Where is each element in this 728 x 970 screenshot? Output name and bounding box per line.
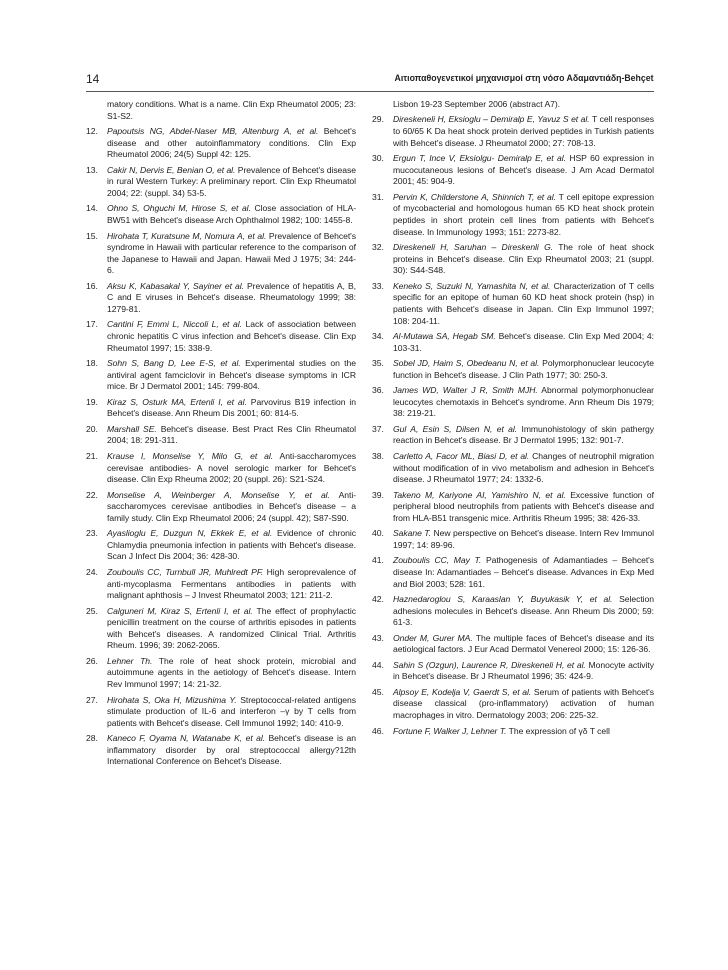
reference-text: New perspective on Behcet's disease. Intern Rev Immunol 1997; 14: 89-96. bbox=[393, 528, 654, 550]
reference-text: Behcet's disease is an inflammatory disorder by oral streptococcal allergy?12th International Conference on Behcet's Disease. bbox=[107, 733, 356, 767]
reference-text: Excessive function of peripheral blood neutrophils from patients with Behcet's disease and from HLA-B51 transgenic mice. Arthritis Rheum 1995; 38: 426-33. bbox=[393, 489, 655, 523]
reference-number: 23. bbox=[86, 528, 98, 539]
reference-text: Close association of HLA-BW51 with Behcet's disease Arch Ophthalmol 1982; 100: 1455-8. bbox=[107, 203, 357, 226]
references-right-column bbox=[372, 99, 654, 741]
reference-item bbox=[86, 319, 356, 354]
reference-number: 18. bbox=[86, 358, 98, 369]
reference-number: 37. bbox=[372, 423, 384, 434]
reference-number: 32. bbox=[372, 242, 384, 253]
reference-item bbox=[372, 687, 654, 722]
reference-item bbox=[86, 656, 356, 691]
reference-item bbox=[372, 726, 654, 738]
reference-number: 16. bbox=[86, 280, 98, 291]
reference-text: Lisbon 19-23 September 2006 (abstract A7). bbox=[393, 99, 561, 109]
reference-text: High seroprevalence of anti-mycoplasma Fermentans antibodies in patients with malignant aphthosis – J Invest Rheumatol 2003; 121: 211-2. bbox=[107, 566, 357, 601]
reference-number: 45. bbox=[372, 686, 384, 697]
reference-item bbox=[372, 358, 654, 381]
reference-number: 43. bbox=[372, 632, 384, 643]
reference-authors: Papoutsis NG, Abdel-Naser MB, Altenburg A, et al. bbox=[107, 126, 319, 137]
reference-authors: Cantini F, Emmi L, Niccoli L, et al. bbox=[107, 319, 242, 330]
reference-text: Serum of patients with Behcet's disease classical (pro-inflammatory) activation of human macrophages in vitro. Dermatology 2003; 206: 225-32. bbox=[393, 686, 654, 721]
reference-item bbox=[86, 567, 356, 602]
reference-number: 20. bbox=[86, 423, 98, 434]
reference-number: 46. bbox=[372, 725, 384, 736]
reference-authors: Direskeneli H, Saruhan – Direskenli G. bbox=[393, 242, 554, 253]
reference-number: 28. bbox=[86, 733, 98, 744]
reference-authors: Carletto A, Facor ML, Biasi D, et al. bbox=[393, 450, 530, 461]
reference-authors: Hirohata S, Oka H, Mizushima Y. bbox=[107, 694, 237, 705]
reference-number: 17. bbox=[86, 319, 98, 330]
reference-item bbox=[86, 451, 356, 486]
reference-item bbox=[372, 424, 654, 447]
reference-authors: Alpsoy E, Kodelja V, Gaerdt S, et al. bbox=[393, 686, 532, 697]
reference-text: Anti-saccharomyces cerevisae antibodies in Behcet's disease – a family study. Clin Exp Rheumatol 2006; 24 (suppl. 42); S87-S90. bbox=[107, 489, 356, 523]
reference-item bbox=[372, 555, 654, 590]
reference-text: The role of heat shock protein, microbial and autoimmune agents in the aetiology of Behcet's disease. Intern Rev Immunol 1997; 14: 21-32. bbox=[107, 655, 356, 690]
reference-item bbox=[372, 633, 654, 656]
reference-number: 12. bbox=[86, 126, 98, 137]
reference-authors: Zouboulis CC, May T. bbox=[393, 555, 482, 566]
reference-number: 38. bbox=[372, 450, 384, 461]
reference-item bbox=[372, 451, 654, 486]
reference-authors: Krause I, Monselise Y, Milo G, et al. bbox=[107, 450, 274, 461]
reference-authors: Ayaslioglu E, Duzgun N, Ekkek E, et al. bbox=[107, 528, 273, 539]
reference-item bbox=[372, 331, 654, 354]
reference-item bbox=[86, 358, 356, 393]
reference-text: Monocyte activity in Behcet's disease. Br J Rheumatol 1996; 35: 424-9. bbox=[393, 659, 654, 682]
reference-authors: Gul A, Esin S, Dilsen N, et al. bbox=[393, 423, 518, 434]
reference-authors: Pervin K, Childerstone A, Shinnich T, et al. bbox=[393, 191, 556, 202]
reference-text: Selection adhesions molecules in Behcet's disease. Ann Rheum Dis 2000; 59: 61-3. bbox=[393, 594, 654, 628]
reference-item bbox=[86, 733, 356, 768]
reference-authors: Fortune F, Walker J, Lehner T. bbox=[393, 725, 507, 736]
reference-text: The expression of γδ T cell bbox=[506, 725, 610, 736]
reference-number: 29. bbox=[372, 114, 384, 125]
reference-number: 22. bbox=[86, 489, 98, 500]
reference-item bbox=[86, 165, 356, 200]
references-left-column bbox=[86, 99, 356, 772]
reference-item bbox=[372, 594, 654, 629]
reference-authors: James WD, Walter J R, Smith MJH. bbox=[393, 385, 538, 396]
reference-continuation bbox=[86, 99, 356, 122]
reference-number: 34. bbox=[372, 331, 384, 342]
reference-authors: Sohn S, Bang D, Lee E-S, et al. bbox=[107, 358, 241, 369]
reference-number: 13. bbox=[86, 164, 98, 175]
reference-authors: Takeno M, Kariyone AI, Yamishiro N, et al. bbox=[393, 489, 566, 500]
reference-item bbox=[86, 490, 356, 525]
reference-item bbox=[86, 281, 356, 316]
reference-text: matory conditions. What is a name. Clin Exp Rheumatol 2005; 23: S1-S2. bbox=[107, 99, 356, 121]
reference-item bbox=[372, 114, 654, 149]
reference-text: T cell epitope expression of mycobacterial and homologous human 65 KD heat shock protein peptides in short protein cell lines from patients with Behcet's disease. In Immunology 1993; 151: 2273-82. bbox=[393, 191, 654, 237]
reference-number: 42. bbox=[372, 594, 384, 605]
reference-text: Parvovirus B19 infection in Behcet's disease. Ann Rheum Dis 2001; 60: 814-5. bbox=[107, 396, 356, 419]
reference-authors: Cakir N, Dervis E, Benian O, et al. bbox=[107, 164, 236, 175]
reference-text: Behcet's disease and other autoinflammatory conditions. Clin Exp Rheumatol 2006; 24(5) Suppl 42: 125. bbox=[107, 126, 356, 160]
reference-text: Abnormal polymorphonuclear leucocytes chemotaxis in Behcet's syndrome. Ann Rheum Dis 1979; 38: 219-21. bbox=[393, 385, 654, 419]
reference-authors: Aksu K, Kabasakal Y, Sayiner et al. bbox=[107, 280, 244, 291]
reference-text: T cell responses to 60/65 K Da heat shock protein derived peptides in Turkish patients with Behcet's disease. J Rheumatol 2000; 27: 708-13. bbox=[393, 114, 654, 148]
reference-authors: Kaneco F, Oyama N, Watanabe K, et al. bbox=[107, 733, 266, 744]
reference-item bbox=[86, 231, 356, 277]
reference-text: Prevalence of Behcet's disease in rural Western Turkey: A preliminary report. Clin Exp Rheumatol 2004; 22: (suppl. 34) 53-5. bbox=[107, 164, 356, 198]
reference-text: Streptococcal-related antigens stimulate production of IL-6 and interferon –γ by T cells from patients with Behcet's disease. Cell Immunol 1992; 140: 410-9. bbox=[107, 694, 357, 728]
reference-authors: Hirohata T, Kuratsune M, Nomura A, et al. bbox=[107, 230, 267, 241]
reference-number: 15. bbox=[86, 230, 98, 241]
reference-number: 31. bbox=[372, 191, 384, 202]
reference-number: 19. bbox=[86, 396, 98, 407]
reference-item bbox=[86, 424, 356, 447]
reference-item bbox=[86, 126, 356, 161]
reference-item bbox=[86, 528, 356, 563]
reference-authors: Sakane T. bbox=[393, 528, 432, 539]
reference-number: 24. bbox=[86, 566, 98, 577]
reference-number: 35. bbox=[372, 358, 384, 369]
reference-number: 27. bbox=[86, 694, 98, 705]
reference-text: Changes of neutrophil migration without modification of in vivo metabolism and adhesion in Behcet's disease. J Rheumatol 1977; 24: 1332-6. bbox=[393, 450, 655, 485]
reference-continuation bbox=[372, 99, 654, 111]
reference-authors: Zouboulis CC, Turnbull JR, Muhlredt PF. bbox=[107, 566, 264, 577]
reference-text: Characterization of T cells specific for an epitope of human 60 KD heat shock protein (hsp) in patients with Behcet's disease in Japan. Clin Exp Immunol 1997; 108: 204-11. bbox=[393, 280, 654, 326]
reference-item bbox=[372, 528, 654, 551]
reference-item bbox=[372, 242, 654, 277]
reference-text: Lack of association between chronic hepatitis C virus infection and Behcet's disease. Clin Exp Rheumatol 1997; 15: 338-9. bbox=[107, 319, 356, 353]
reference-number: 21. bbox=[86, 450, 98, 461]
reference-item bbox=[86, 695, 356, 730]
reference-number: 36. bbox=[372, 385, 384, 396]
reference-item bbox=[86, 203, 356, 226]
reference-text: Prevalence of hepatitis A, B, C and E viruses in Behcet's disease. Rheumatology 1999; 38: 1279-81. bbox=[107, 280, 356, 314]
reference-authors: Monselise A, Weinberger A, Monselise Y, et al. bbox=[107, 489, 330, 500]
reference-authors: Sahin S (Ozgun), Laurence R, Direskeneli H, et al. bbox=[393, 659, 586, 670]
reference-authors: Ohno S, Ohguchi M, Hirose S, et al. bbox=[107, 203, 251, 214]
running-title: Αιτιοπαθογενετικοί μηχανισμοί στη νόσο Αδαμαντιάδη-Behçet bbox=[395, 73, 654, 84]
reference-text: Behcet's disease. Best Pract Res Clin Rheumatol 2004; 18: 291-311. bbox=[107, 423, 356, 446]
reference-item bbox=[372, 281, 654, 327]
reference-authors: Marshall SE. bbox=[107, 423, 157, 434]
reference-authors: Lehner Th. bbox=[107, 655, 153, 666]
reference-authors: Direskeneli H, Eksioglu – Demiralp E, Yavuz S et al. bbox=[393, 114, 590, 125]
reference-text: Pathogenesis of Adamantiades – Behcet's disease In: Adamantiades – Behcet's disease. Advances in Exp Med and Biol 2003; 528: 161. bbox=[393, 555, 655, 589]
reference-authors: Keneko S, Suzuki N, Yamashita N, et al. bbox=[393, 280, 551, 291]
page-header bbox=[86, 72, 654, 88]
reference-item bbox=[372, 385, 654, 420]
reference-authors: Onder M, Gurer MA. bbox=[393, 632, 473, 643]
reference-item bbox=[372, 192, 654, 238]
reference-item bbox=[372, 490, 654, 525]
reference-authors: Al-Mutawa SA, Hegab SM. bbox=[393, 331, 496, 342]
reference-number: 44. bbox=[372, 659, 384, 670]
reference-number: 33. bbox=[372, 280, 384, 291]
reference-text: Prevalence of Behcet's syndrome in Hawaii with particular reference to the comparison of the Japanese to Hawaii and Japan. Hawaii Med J 1975; 34: 244-6. bbox=[107, 230, 357, 276]
reference-number: 14. bbox=[86, 203, 98, 214]
reference-number: 40. bbox=[372, 528, 384, 539]
reference-text: The multiple faces of Behcet's disease and its aetiological factors. J Eur Acad Dermatol Venereol 2000; 15: 126-36. bbox=[393, 632, 654, 655]
reference-item bbox=[86, 397, 356, 420]
reference-text: Experimental studies on the antiviral agent famciclovir in Behcet's disease symptoms in ICR mice. Br J Dermatol 2001; 145: 799-804. bbox=[107, 358, 356, 392]
reference-text: HSP 60 expression in mucocutaneous lesions of Behcet's disease. J Am Acad Dermatol 2001; 45: 904-9. bbox=[393, 153, 654, 187]
reference-text: The role of heat shock proteins in Behcet's disease. Clin Exp Rheumatol 2003; 21 (suppl. 30): S44-S48. bbox=[393, 242, 654, 276]
reference-item bbox=[372, 153, 654, 188]
reference-authors: Haznedaroglou S, Karaaslan Y, Buyukasik Y, et al. bbox=[393, 594, 613, 605]
reference-text: Immunohistology of skin pathergy reaction in Behcet's disease. Br J Dermatol 1995; 132: 901-7. bbox=[393, 423, 654, 446]
reference-number: 41. bbox=[372, 555, 384, 566]
header-rule bbox=[86, 91, 654, 92]
reference-text: Evidence of chronic Chlamydia pneumonia infection in patients with Behcet's disease. Scan J Infect Dis 2004; 36: 428-30. bbox=[107, 528, 356, 562]
reference-authors: Sobel JD, Haim S, Obedeanu N, et al. bbox=[393, 358, 540, 369]
reference-number: 25. bbox=[86, 605, 98, 616]
reference-number: 30. bbox=[372, 153, 384, 164]
reference-text: Behcet's disease. Clin Exp Med 2004; 4: 103-31. bbox=[393, 331, 654, 353]
reference-number: 39. bbox=[372, 489, 384, 500]
reference-item bbox=[372, 660, 654, 683]
reference-authors: Ergun T, Ince V, Eksiolgu- Demiralp E, et al. bbox=[393, 153, 566, 164]
reference-text: Polymorphonuclear leucocyte function in Behcet's disease. J Clin Path 1977; 30: 250-3. bbox=[393, 358, 654, 380]
reference-text: The effect of prophylactic penicillin treatment on the course of arthritis episodes in patients with Behcet's diseases. A randomized Clinical Trial. Arthritis Rheum. 1996; 39: 2062-2065. bbox=[107, 605, 357, 651]
reference-authors: Kiraz S, Osturk MA, Ertenli I, et al. bbox=[107, 396, 247, 407]
reference-text: Anti-saccharomyces cerevisae antibodies- A novel serologic marker for Behcet's disease. Clin Exp Rheuma 2002; 20 (suppl. 26): S21-S24. bbox=[107, 450, 356, 485]
page-number: 14 bbox=[86, 72, 100, 86]
reference-item bbox=[86, 606, 356, 652]
reference-authors: Calguneri M, Kiraz S, Ertenli I, et al. bbox=[107, 605, 253, 616]
reference-number: 26. bbox=[86, 655, 98, 666]
